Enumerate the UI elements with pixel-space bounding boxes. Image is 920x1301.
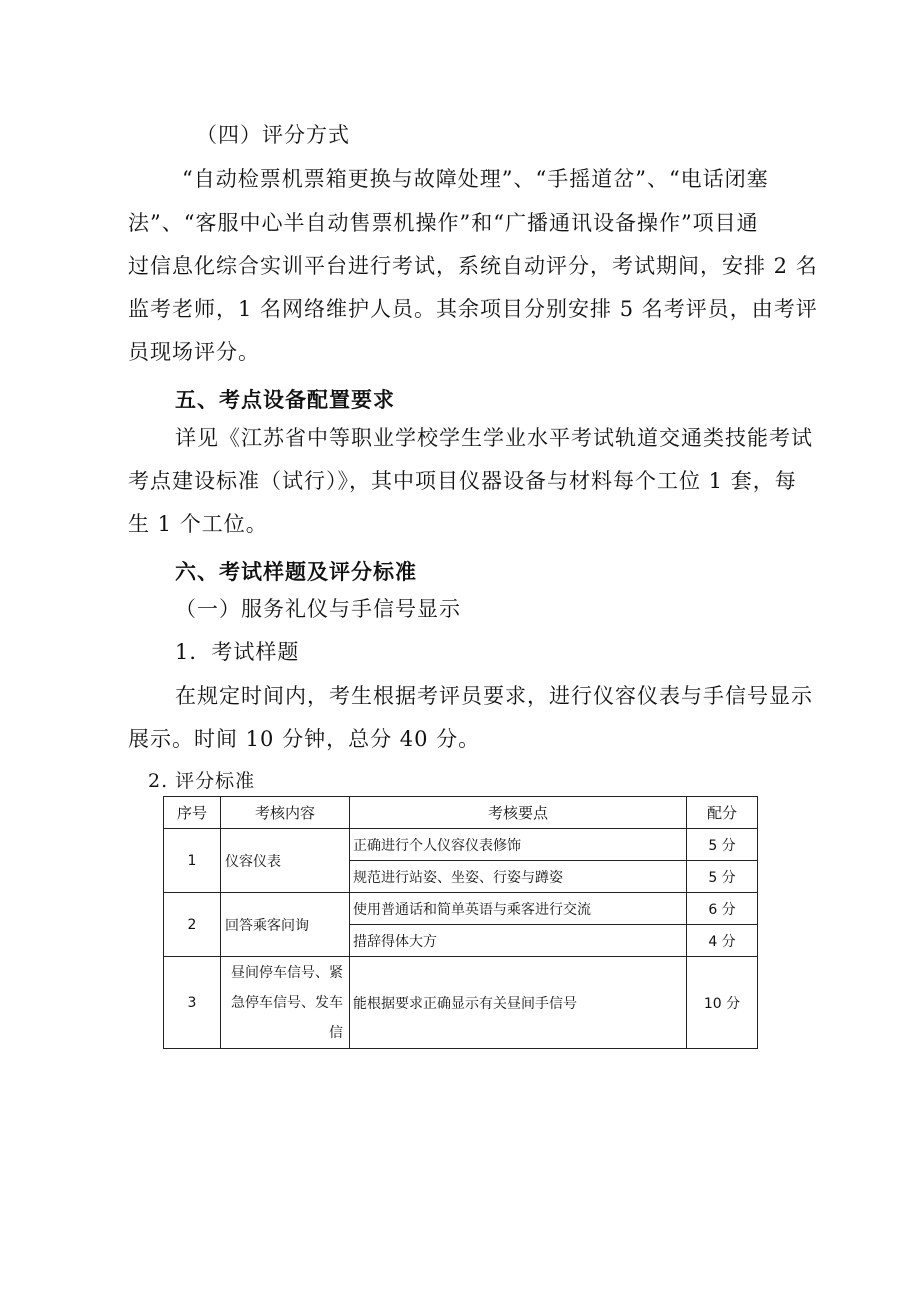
section4-line-4: 监考老师，1 名网络维护人员。其余项目分别安排 5 名考评员，由考评 [128,297,818,321]
section5-line-2: 考点建设标准（试行）》，其中项目仪器设备与材料每个工位 1 套，每 [128,469,797,493]
table-header-row [164,797,758,829]
row-point: 使用普通话和简单英语与乘客进行交流 [350,893,687,925]
row-score: 5 分 [687,829,758,861]
row-no: 3 [164,957,221,1049]
row-content-line: 昼间停车信号、紧 [231,964,343,981]
section5-line-1: 详见《江苏省中等职业学校学生学业水平考试轨道交通类技能考试 [175,426,813,450]
row-point: 正确进行个人仪容仪表修饰 [350,829,687,861]
row-content [221,957,350,1049]
row-content-line: 急停车信号、发车 [231,994,343,1011]
section4-line-5: 员现场评分。 [128,340,260,364]
item1-line-1: 在规定时间内，考生根据考评员要求，进行仪容仪表与手信号显示 [175,684,813,708]
section4-line-3: 过信息化综合实训平台进行考试，系统自动评分，考试期间，安排 2 名 [128,254,818,278]
row-no: 2 [164,893,221,957]
section4-line-1: “自动检票机票箱更换与故障处理”、“手摇道岔”、“电话闭塞 [182,167,769,191]
row-content: 回答乘客问询 [221,893,350,957]
header-no: 序号 [164,797,221,829]
row-score: 10 分 [687,957,758,1049]
row-point: 能根据要求正确显示有关昼间手信号 [350,957,687,1049]
table-row [164,957,758,1049]
table-row [164,829,758,861]
row-score: 4 分 [687,925,758,957]
section6-sub1: （一）服务礼仪与手信号显示 [175,597,461,621]
section6-heading: 六、考试样题及评分标准 [175,560,417,584]
header-points: 考核要点 [350,797,687,829]
row-score: 6 分 [687,893,758,925]
header-content: 考核内容 [221,797,350,829]
row-no: 1 [164,829,221,893]
row-point: 规范进行站姿、坐姿、行姿与蹲姿 [350,861,687,893]
item1-heading: 1．考试样题 [175,640,300,664]
item1-line-2: 展示。时间 10 分钟，总分 40 分。 [128,727,481,751]
grading-table [163,796,758,1049]
row-content: 仪容仪表 [221,829,350,893]
section5-line-3: 生 1 个工位。 [128,512,268,536]
section4-heading: （四）评分方式 [196,123,350,147]
section4-line-2: 法”、“客服中心半自动售票机操作”和“广播通讯设备操作”项目通 [128,211,759,235]
row-score: 5 分 [687,861,758,893]
header-score: 配分 [687,797,758,829]
row-content-line: 信 [329,1024,343,1041]
item2-heading: 2. 评分标准 [148,770,256,792]
row-point: 措辞得体大方 [350,925,687,957]
table-row [164,893,758,925]
section5-heading: 五、考点设备配置要求 [175,388,395,412]
